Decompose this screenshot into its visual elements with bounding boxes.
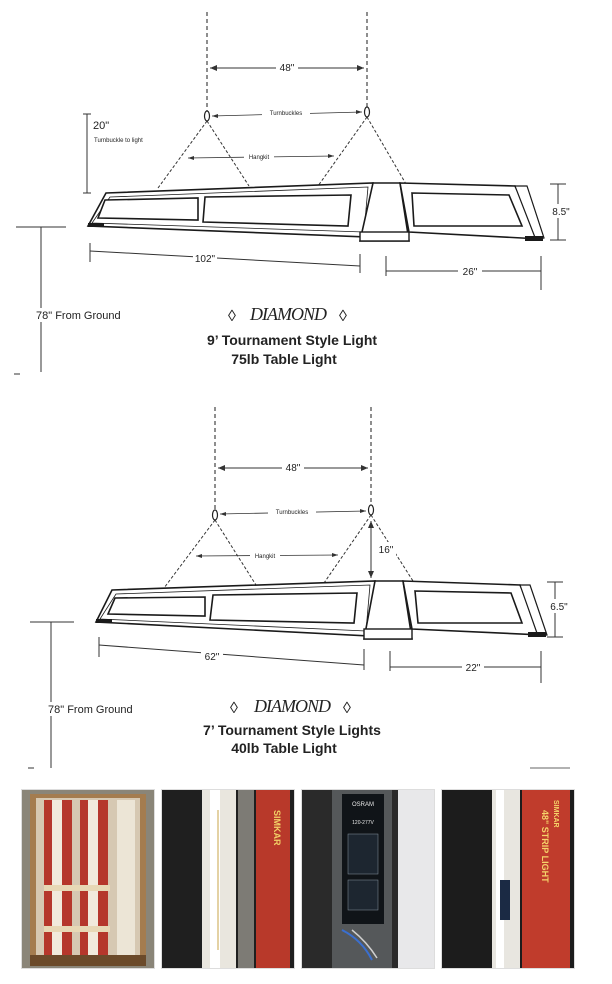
hanger-spacing-label: 48" (279, 63, 295, 74)
brand-diamond-left-icon: ◊ (228, 308, 236, 325)
length-dimension-line (90, 251, 360, 266)
nine-foot-light-diagram (0, 0, 612, 390)
brand-diamond-right-icon: ◊ (343, 700, 351, 717)
brand-logo: DIAMOND (250, 304, 326, 324)
product-photo-strip (0, 785, 612, 984)
from-ground-label: 78" From Ground (36, 310, 121, 322)
center-label: 26" (462, 267, 478, 278)
height-label: 6.5" (550, 602, 568, 613)
turnbuckles-label: Turnbuckles (275, 510, 309, 516)
product-subtitle: 75lb Table Light (231, 351, 337, 367)
box-label-simkar: SIMKAR (552, 800, 559, 828)
turnbuckles-label: Turnbuckles (269, 111, 303, 117)
hangkit-label: Hangkit (254, 554, 276, 560)
right-turnbuckle-icon (369, 505, 374, 515)
brand-logo: DIAMOND (254, 696, 330, 716)
hangkit-label: Hangkit (248, 155, 270, 161)
from-ground-label: 78" From Ground (48, 704, 133, 716)
box-label-strip-light: 48" STRIP LIGHT (540, 810, 550, 883)
product-title: 7’ Tournament Style Lights (203, 722, 381, 738)
nine-foot-light-fixture (88, 183, 544, 241)
product-subtitle: 40lb Table Light (231, 740, 337, 756)
photo-ballast (301, 789, 435, 969)
left-turnbuckle-icon (213, 510, 218, 520)
box-label-simkar: SIMKAR (272, 810, 282, 846)
length-label: 102" (194, 254, 216, 265)
left-turnbuckle-icon (205, 111, 210, 121)
product-title: 9’ Tournament Style Light (206, 332, 378, 348)
ballast-brand-label: OSRAM (351, 802, 375, 808)
seven-foot-light-fixture (96, 581, 547, 639)
photo-boxed-lights (21, 789, 155, 969)
center-label: 22" (465, 663, 481, 674)
seven-foot-light-diagram (0, 395, 612, 780)
photo-strip-light-box (441, 789, 575, 969)
right-turnbuckle-icon (365, 107, 370, 117)
photo-fixture-with-box (161, 789, 295, 969)
drop-label: 16" (378, 545, 394, 556)
drop-note-label: Turnbuckle to light (94, 138, 143, 144)
drop-label: 20" (93, 120, 110, 132)
length-label: 62" (204, 652, 220, 663)
length-dimension-line (99, 645, 364, 665)
brand-diamond-left-icon: ◊ (230, 700, 238, 717)
height-label: 8.5" (552, 207, 570, 218)
brand-diamond-right-icon: ◊ (339, 308, 347, 325)
ballast-model-label: 120-277V (352, 820, 374, 826)
hanger-spacing-label: 48" (285, 463, 301, 474)
